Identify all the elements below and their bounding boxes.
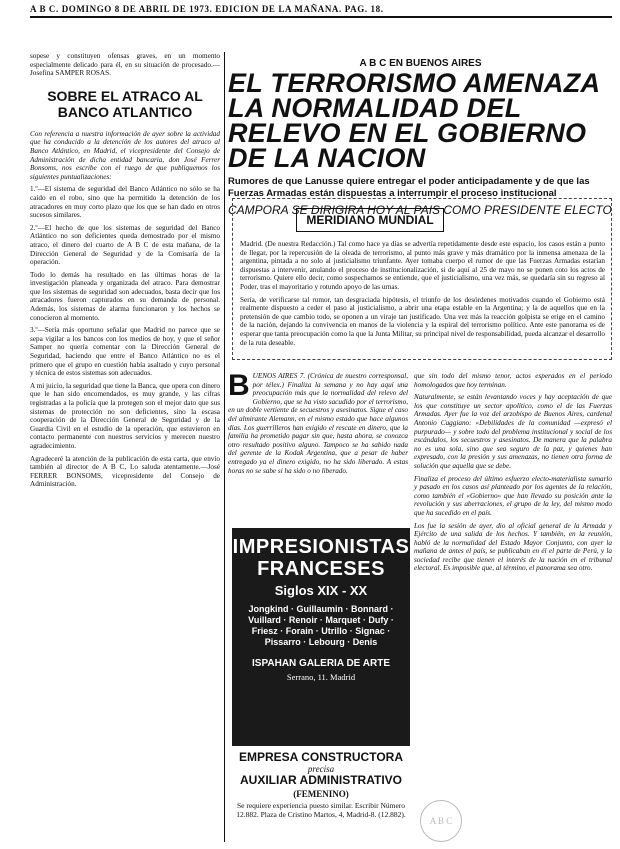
headline-deck: Rumores de que Lanusse quiere entregar el poder anticipadamente y de que las Fuerzas Armadas están dispuestas a interrumpir el proceso institucional	[228, 176, 590, 199]
meridiano-body	[240, 240, 605, 351]
middle-column	[228, 369, 408, 479]
job-ad	[230, 750, 412, 819]
job-ad-text: Se requiere experiencia puesto similar. Escribir Número 12.882. Plaza de Cristino Martos, 4, Madrid-8. (12.882).	[236, 801, 406, 819]
column-divider	[224, 52, 225, 842]
section-title: SOBRE EL ATRACO AL BANCO ATLANTICO	[47, 87, 203, 120]
ad-artists: Jongkind · Guillaumin · Bonnard · Vuillard · Renoir · Marquet · Dufy · Friesz · Forain · Utrillo · Signac · Pissarro · Lebourg · Denis	[248, 604, 394, 647]
job-ad-precisa: precisa	[307, 764, 335, 774]
job-ad-company: EMPRESA CONSTRUCTORA	[238, 750, 403, 764]
paragraph: 2.º—El hecho de que los sistemas de seguridad del Banco Atlántico no son deficientes queda demostrado por el mismo atraco, el dinero del cuarto de A B C de esta mañana, de la Dirección General de Seguridad y de la Comisaría de la operación.	[30, 223, 220, 267]
paragraph: Sería, de verificarse tal rumor, tan desgraciada hipótesis, el triunfo de los desórdenes motivados cuando el Gobierno está realmente dispuesto a ceder el paso al justicialismo, a abrir una etapa estable en la Argentina; y la de aquellos que en la pretensión de que cambio todo, se oponen a un viraje tan justificado. Una vez más la reacción golpista se erige en el camino de la nación, dejando la convivencia en manos de la violencia y la espiral del terrorismo político. Ante este panorama es de esperar que tanta preocupación como la que la Junta Militar, su principal nivel de responsabilidad, pueda alcanzar el desarrollo de la ruta deseable.	[240, 295, 605, 347]
paragraph: UENOS AIRES 7. (Crónica de nuestro corresponsal, por télex.) Finaliza la semana y no hay aquí una preocupación más que la normalidad del relevo del Gobierno, que se ha visto sacudido por el terrorismo, en un doble vertiente de secuestros y asesinatos. Sigue el caso del almirante Alemann, en el mismo estado que hace algunos días. Los guerrilleros han exigido el rescate en dinero, que la familia ha prometido pagar sin que, hasta ahora, se conozca otro resultado positivo alguno. Tampoco se ha sabido nada del gerente de la Kodak Argentina, que a pesar de haber entregado ya el dinero exigido, no ha sido liberado. A estas horas no se sabe si ha sido o no liberado.	[228, 372, 408, 475]
kicker: A B C EN BUENOS AIRES	[359, 58, 482, 69]
paragraph: 3.º—Sería más oportuno señalar que Madrid no parece que se sepa vigilar a los bancos con los medios de hoy, y que el señor Samper no quería comentar con la Dirección General de Seguridad, haciendo que entre el Banco Atlántico no es el primero que el grupo en cuestión había asaltado y cuyo personal y técnica de estos sistemas son adecuados.	[30, 326, 220, 378]
main-headline: EL TERRORISMO AMENAZA LA NORMALIDAD DEL RELEVO EN EL GOBIERNO DE LA NACION	[228, 68, 600, 173]
paragraph: que sin todo del mismo tenor, actos esperados en el periodo homologados que hoy terminan.	[414, 372, 612, 389]
paragraph: Naturalmente, se están levantando voces y hay aceptación de que los que constituye un sector apolítico, como el de las Fuerzas Armadas. Ayer fue la voz del arzobispo de Buenos Aires, cardenal Antonio Caggiano: «Debilidades de la comunidad —expresó el purpurado— y sobre todo del problema institucional y social de los escándalos, los secuestros y asesinatos. De manera que la palabra no es una sola, sino que sea seguro de la paz, y quienes han expresado, con la presión y sus amenazas, no tienen otra forma de solución que aquella que se debe.	[414, 393, 612, 470]
paragraph: Todo lo demás ha resultado en las últimas horas de la investigación planeada y organizada del atraco. Para demostrar que los sistemas de seguridad son adecuados, basta decir que los atracadores fueron capturados en su demanda de personal. Además, los sistemas de alarma funcionaron y los hechos se conocieron al momento.	[30, 270, 220, 322]
meridiano-title: MERIDIANO MUNDIAL	[296, 208, 444, 232]
headline-subdeck: CAMPORA SE DIRIGIRA HOY AL PAIS COMO PRESIDENTE ELECTO	[228, 203, 612, 217]
ad-title: IMPRESIONISTAS FRANCESES	[232, 536, 410, 580]
ad-gallery: ISPAHAN GALERIA DE ARTE	[252, 658, 390, 669]
paragraph: Agradeceré la atención de la publicación de esta carta, que envío también al director de A B C, Lo saluda atentamente.—José FERRER BONSOMS, vicepresidente del Consejo de Administración.	[30, 454, 220, 489]
header-rule	[30, 16, 612, 18]
job-ad-role: AUXILIAR ADMINISTRATIVO	[240, 773, 402, 787]
watermark-stamp: A B C	[420, 800, 462, 842]
paragraph: Los fue la sesión de ayer, dio al oficial general de la Armada y Ejército de una salida de los hechos. Y también, en la reunión, habló de la normalidad del Estado Mayor Conjunto, con ayer la mañana de antes el país, se publicaban en él el parte de Perú, y la sociedad recibe que tienen el interés de la nación en el tribunal electoral. Es imposible que, al término, el panorama sea otro.	[414, 521, 612, 573]
left-column	[30, 52, 220, 493]
letter-intro: sopese y constituyen ofensas graves, en un momento especialmente delicado para él, en su situación de procesado.—Josefina SAMPER ROSAS.	[30, 52, 220, 78]
paragraph: A mi juicio, la seguridad que tiene la Banca, que opera con dinero que le han sido encomendados, es muy grande, y las cifras registradas a la policía que la protegen son el mejor dato que sus sistemas de protección no son deficientes, sino la escasa cooperación de la Dirección General de Seguridad y de la Guardia Civil en el estudio de la operación, que estuvieron en contacto permanente con nuestros servicios y merecen nuestro agradecimiento.	[30, 381, 220, 450]
paragraph: Finaliza el proceso del último esfuerzo electo-materialista sumarlo y pasado en los casos así planteado por los agentes de la relación, como también el «Gobierno» que han llevado su posición ante la revolución y sus aberraciones, el grupo de la ley, del mismo modo que ha sucedido en el país.	[414, 474, 612, 517]
paragraph: 1.º—El sistema de seguridad del Banco Atlántico no sólo se ha caído en el robo, sino que ha permitido la detención de los atracadores en muy corto plazo que los que se han dado en otros sucesos similares.	[30, 185, 220, 220]
paragraph: Madrid. (De nuestra Redacción.) Tal como hace ya días se advertía repetidamente desde este espacio, los casos están a punto de llegar, por la repercusión de la oleada de terrorismo, al punto más grave y más dramático por la inmensa amenaza de la argentina, pintada a no solo al justicialismo triunfante. Ayer tomaba cuerpo el rumor de que las Fuerzas Armadas estarían dispuestas a intervenir, anulando el proceso de institucionalización, si de aquí al 25 de mayo no se ponen coto los actos de terrorismo. Quiere ello decir, como sospechamos se entiende, que el justicialismo, una vez más, se quedaría sin su regreso al Poder, tras el mayoritario y rotundo apoyo de las urnas.	[240, 240, 605, 291]
drop-cap: B	[228, 369, 250, 402]
right-column	[414, 372, 612, 577]
ad-address: Serrano, 11. Madrid	[286, 672, 356, 682]
page-header: A B C. DOMINGO 8 DE ABRIL DE 1973. EDICION DE LA MAÑANA. PAG. 18.	[30, 4, 384, 14]
exhibition-ad	[232, 528, 410, 746]
ad-subtitle: Siglos XIX - XX	[274, 583, 368, 598]
section-lead: Con referencia a nuestra información de ayer sobre la actividad que ha conducido a la detención de los autores del atraco al Banco Atlántico, en Madrid, el vicepresidente del Consejo de Administración de dicha entidad bancaria, don José Ferrer Bonsoms, nos escribe con el ruego de que publiquemos los siguientes puntualizaciones:	[30, 129, 220, 181]
job-ad-gender: (FEMENINO)	[293, 789, 349, 799]
main-headline-block	[228, 58, 613, 217]
